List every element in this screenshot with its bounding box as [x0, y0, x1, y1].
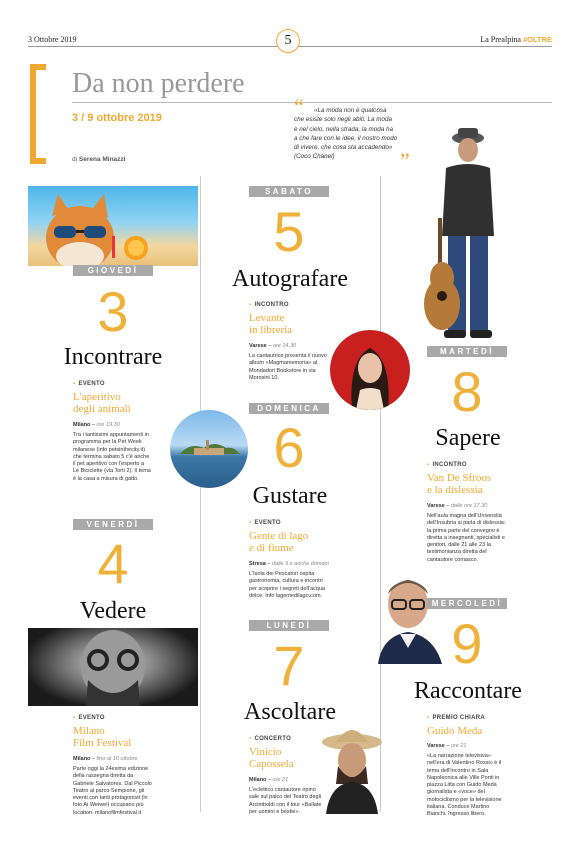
event-title — [73, 391, 131, 415]
event-title — [249, 530, 308, 554]
brand-tag: #OLTRE — [522, 35, 552, 44]
body-line: album «Magmamemoria» al — [249, 360, 318, 367]
body-line: milanese (info petsinthecity.it) — [73, 446, 146, 453]
event-title — [427, 725, 482, 737]
body-line: sale sul palco del Teatro degli — [249, 794, 322, 801]
body-line: dolce. Info lagentedilago.com. — [249, 592, 323, 599]
levante-photo — [330, 330, 410, 410]
body-line: Le Biciclette (via Torti 2). Il tema — [73, 468, 151, 475]
body-line: il pet aperitivo con l'esperto a — [73, 461, 145, 468]
column-divider — [200, 176, 201, 812]
body-line: è la casa a misura di gatto. — [73, 475, 139, 482]
body-line: Morosini 10. — [249, 374, 279, 381]
day-verb-sapere: Sapere — [435, 425, 501, 451]
body-line: diretta a insegnanti, specialisti e — [427, 534, 505, 541]
event-title-line: Capossela — [249, 758, 294, 770]
body-line: Napoleonica alle Ville Ponti in — [427, 774, 500, 781]
body-line: per scoprire i segreti dell'acqua — [249, 585, 325, 592]
body-line: la prima parte del convegno è — [427, 527, 500, 534]
event-title-line: Levante — [249, 312, 285, 324]
event-kind: ▪ PREMIO CHIARA — [427, 715, 485, 721]
quote-author: (Coco Chanel) — [294, 153, 335, 161]
quote-line: è nel cielo, nella strada, la moda ha — [294, 125, 394, 133]
day-number-9: 9 — [451, 612, 483, 675]
body-line: della rassegna diretta da — [73, 773, 134, 780]
body-line: dell'Insubria si parla di dislessia: — [427, 520, 506, 527]
day-verb-vedere: Vedere — [79, 598, 147, 624]
event-title-line: e la dislessia — [427, 484, 483, 496]
day-number-4: 4 — [97, 532, 129, 595]
body-line: L'Isola dei Pescatori ospita — [249, 571, 315, 577]
body-line: Teatro al parco Sempione, gli — [73, 787, 145, 794]
event-time: dalle 9 e anche domani — [271, 561, 329, 567]
day-verb-ascoltare: Ascoltare — [244, 699, 336, 725]
event-time: fino al 10 ottobre — [96, 756, 138, 762]
ai-weiwei-photo — [28, 628, 198, 706]
event-place: Stresa — [249, 561, 266, 567]
capossela-photo — [320, 722, 382, 814]
event-body — [73, 766, 173, 817]
byline-author: Serena Minazzi — [78, 156, 126, 163]
event-body — [73, 432, 173, 483]
quote-block — [294, 106, 397, 162]
event-body — [249, 353, 339, 382]
body-line: gastronomia, cultura e incontri — [249, 578, 323, 585]
day-label-giovedi: GIOVEDÌ — [73, 265, 153, 276]
event-place: Varese — [427, 743, 445, 749]
event-title-line: Guido Meda — [427, 725, 483, 737]
event-title-line: in libreria — [249, 324, 293, 336]
body-line: L'eclettico cantautore irpino — [249, 787, 316, 793]
event-meta: Milano – ore 21 — [249, 777, 289, 783]
body-line: che termina sabato 5 c'è anche — [73, 453, 150, 460]
day-verb-raccontare: Raccontare — [414, 678, 522, 704]
event-title — [427, 472, 491, 496]
body-line: italiana. Conduce Martino — [427, 804, 490, 811]
section-dates: 3 / 9 ottobre 2019 — [72, 112, 162, 124]
day-label-lunedi: LUNEDÌ — [249, 620, 329, 631]
event-title-line: Van De Sfroos — [427, 472, 492, 484]
day-label-sabato: SABATO — [249, 186, 329, 197]
body-line: location. milanofilmfestival.it — [73, 809, 142, 816]
event-meta: Varese – ore 21 — [427, 743, 467, 749]
day-number-3: 3 — [97, 280, 129, 343]
event-meta: Milano – ore 19.30 — [73, 422, 120, 428]
event-time: ore 21 — [272, 777, 289, 783]
event-title-line: degli animali — [73, 403, 131, 415]
event-place: Milano — [249, 777, 267, 783]
body-line: Arcimboldi con il tour «Ballate — [249, 801, 322, 808]
event-title-line: Gente di lago — [249, 530, 309, 542]
event-time: dalle ore 17.30 — [450, 503, 488, 509]
event-meta: Varese – dalle ore 17.30 — [427, 503, 488, 509]
day-number-7: 7 — [273, 634, 305, 697]
event-time: ore 21 — [450, 743, 467, 749]
event-place: Varese — [427, 503, 445, 509]
body-line: eventi con tanti protagonisti (in — [73, 795, 148, 802]
day-label-martedi: MARTEDÌ — [427, 346, 507, 357]
body-line: Mondadori Bookstore in via — [249, 367, 316, 374]
byline-prefix: di — [72, 156, 78, 163]
van-de-sfroos-photo — [420, 124, 520, 344]
body-line: La cantautrice presenta il nuovo — [249, 353, 327, 359]
quote-open-icon: “ — [294, 94, 304, 119]
brand — [480, 35, 552, 44]
body-line: tema dell'incontro in Sala — [427, 767, 489, 774]
day-number-6: 6 — [273, 416, 305, 479]
body-line: Tra i tantissimi appuntamenti in — [73, 432, 149, 438]
event-title — [249, 312, 292, 336]
body-line: per uomini e bestie». — [249, 808, 301, 815]
event-place: Milano — [73, 756, 91, 762]
body-line: «La narrazione televisiva» — [427, 753, 491, 759]
header-date: 3 Ottobre 2019 — [28, 35, 77, 44]
body-line: foto Ai Weiwei) occupano più — [73, 802, 144, 809]
event-body — [427, 753, 537, 819]
event-time: ore 14.30 — [272, 343, 297, 349]
quote-line: «La moda non è qualcosa — [314, 107, 387, 114]
quote-line: di vivere, che cosa sta accadendo» — [294, 144, 393, 152]
event-meta: Stresa – dalle 9 e anche domani — [249, 561, 329, 567]
event-body — [249, 571, 359, 600]
event-kind: ▪ EVENTO — [73, 381, 105, 387]
body-line: motociclismo per la televisione — [427, 796, 502, 803]
event-place: Varese — [249, 343, 267, 349]
cat-photo — [28, 186, 198, 266]
quote-line: a che fare con le idee, il nostro modo — [294, 134, 398, 142]
quote-close-icon: ” — [400, 148, 410, 173]
lake-island-photo — [170, 410, 248, 488]
event-title — [249, 746, 294, 770]
page-number: 5 — [276, 29, 300, 53]
day-label-domenica: DOMENICA — [249, 403, 329, 414]
body-line: Gabriele Salvatores. Dal Piccolo — [73, 780, 152, 787]
body-line: cantautore comasco. — [427, 556, 479, 563]
event-time: ore 19.30 — [96, 422, 120, 428]
day-label-venerdi: VENERDÌ — [73, 519, 153, 530]
day-verb-gustare: Gustare — [252, 483, 328, 509]
column-divider — [380, 176, 381, 812]
event-body — [427, 513, 537, 564]
body-line: Parte oggi la 24esima edizione — [73, 766, 149, 772]
body-line: giornalista e «voce» del — [427, 789, 485, 796]
quote-line: che esiste solo negli abiti. La moda — [294, 116, 393, 124]
day-verb-autografare: Autografare — [232, 266, 348, 292]
event-title-line: Vinicio — [249, 746, 282, 758]
bracket-decoration — [30, 64, 46, 164]
byline — [72, 156, 125, 163]
body-line: Nell'aula magna dell'Università — [427, 513, 502, 519]
event-kind: ▪ EVENTO — [73, 715, 105, 721]
day-label-mercoledi: MERCOLEDÌ — [427, 598, 507, 609]
brand-name: La Prealpina — [480, 35, 521, 44]
event-title — [73, 725, 131, 749]
event-title-line: Film Festival — [73, 737, 132, 749]
day-number-8: 8 — [451, 360, 483, 423]
day-number-5: 5 — [273, 200, 305, 263]
event-kind: ▪ INCONTRO — [427, 462, 467, 468]
body-line: piazza Litta con Guido Meda — [427, 782, 497, 789]
event-title-line: Milano — [73, 725, 105, 737]
event-kind: ▪ EVENTO — [249, 520, 281, 526]
event-meta: Varese – ore 14.30 — [249, 343, 297, 349]
body-line: genitori, dalle 21 alle 23 la — [427, 542, 491, 549]
body-line: nell'era di Valentino Rossi» è il — [427, 760, 502, 767]
event-meta: Milano – fino al 10 ottobre — [73, 756, 138, 762]
day-verb-incontrare: Incontrare — [63, 344, 163, 370]
section-rule — [72, 102, 552, 103]
event-kind: ▪ INCONTRO — [249, 302, 289, 308]
event-kind: ▪ CONCERTO — [249, 736, 291, 742]
body-line: programma per la Pet Week — [73, 439, 142, 446]
section-title: Da non perdere — [72, 68, 245, 99]
event-place: Milano — [73, 422, 91, 428]
body-line: testimonianza diretta del — [427, 549, 487, 556]
event-title-line: L'aperitivo — [73, 391, 121, 403]
event-title-line: e di fiume — [249, 542, 294, 554]
body-line: Bianchi. Ingresso libero. — [427, 811, 486, 818]
